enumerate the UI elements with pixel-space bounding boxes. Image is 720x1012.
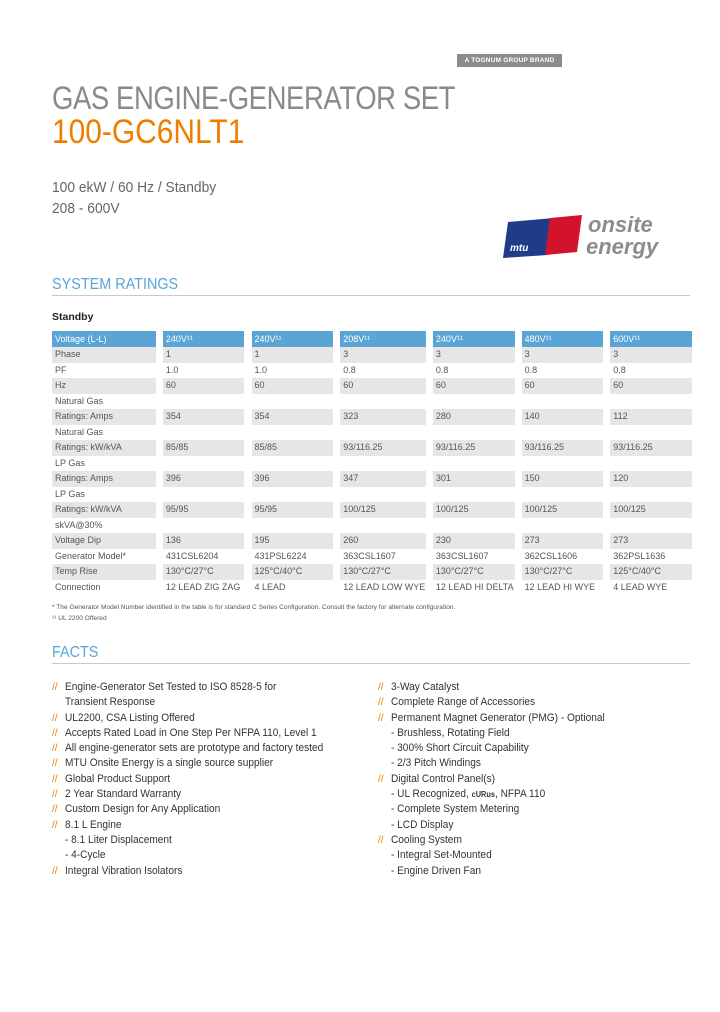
- bullet-mark: //: [52, 773, 58, 785]
- fact-text-main: Transient Response: [65, 696, 156, 709]
- table-cell: 12 LEAD HI WYE: [524, 581, 596, 592]
- table-cell: 273: [522, 533, 604, 549]
- fact-item: [378, 680, 698, 695]
- table-row: [52, 347, 692, 363]
- table-cell: 260: [340, 533, 426, 549]
- table-cell: [433, 425, 515, 441]
- table-cell: 93/116.25: [433, 440, 515, 456]
- fact-text: [65, 787, 181, 802]
- bullet-mark: //: [52, 727, 58, 739]
- fact-text-suffix: , NFPA 110: [494, 788, 546, 801]
- model-number: 100-GC6NLT1: [52, 113, 245, 151]
- row-label: Generator Model*: [55, 550, 127, 561]
- table-cell: 12 LEAD ZIG ZAG: [165, 581, 241, 592]
- bullet-mark: //: [378, 834, 384, 846]
- fact-item: [52, 802, 372, 817]
- table-cell: [340, 425, 426, 441]
- section-title-facts: FACTS: [52, 644, 99, 661]
- table-header-row: [52, 331, 692, 347]
- ratings-table-body: [52, 347, 692, 595]
- fact-text-main: Accepts Rated Load in One Step Per NFPA 110, Level 1: [65, 726, 317, 739]
- table-cell: 0.8: [613, 364, 626, 375]
- fact-item: [52, 711, 372, 726]
- table-row: [52, 580, 692, 596]
- fact-item: [52, 848, 372, 863]
- table-cell: [340, 518, 426, 534]
- fact-item: [378, 741, 698, 756]
- fact-item: [378, 726, 698, 741]
- fact-text: [65, 772, 170, 787]
- table-cell: 150: [522, 471, 604, 487]
- fact-text-main: - 8.1 Liter Displacement: [65, 833, 172, 846]
- row-label: skVA@30%: [55, 519, 103, 530]
- table-row: [52, 471, 692, 487]
- bullet-mark: //: [378, 682, 384, 693]
- logo-word-energy: energy: [586, 234, 659, 259]
- table-row: [52, 456, 692, 472]
- table-cell: 60: [610, 378, 692, 394]
- fact-text: [65, 833, 172, 848]
- row-label: LP Gas: [55, 488, 85, 499]
- table-cell: 362CSL1606: [524, 550, 578, 561]
- table-cell: [252, 518, 334, 534]
- table-cell: 60: [433, 378, 515, 394]
- brand-tag: A TOGNUM GROUP BRAND: [457, 54, 562, 67]
- fact-item: [378, 756, 698, 771]
- fact-text: [65, 711, 195, 726]
- table-cell: 362PSL1636: [613, 550, 666, 561]
- fact-text: [391, 833, 462, 848]
- table-cell: 100/125: [522, 502, 604, 518]
- fact-item: [378, 711, 698, 726]
- table-cell: [252, 456, 334, 472]
- bullet-mark: //: [52, 743, 58, 755]
- table-row: [52, 394, 692, 410]
- column-header: Voltage (L-L): [52, 331, 156, 347]
- fact-text: [65, 741, 323, 756]
- column-header: 240V¹¹: [433, 331, 515, 347]
- table-cell: 363CSL1607: [435, 550, 489, 561]
- table-cell: 60: [340, 378, 426, 394]
- row-label: Phase: [52, 347, 156, 363]
- table-cell: 60: [163, 378, 245, 394]
- table-row: [52, 518, 692, 534]
- table-cell: [163, 518, 245, 534]
- table-cell: 3: [433, 347, 515, 363]
- table-cell: [252, 425, 334, 441]
- fact-item: [52, 864, 372, 879]
- fact-text-main: Engine-Generator Set Tested to ISO 8528-5 for: [65, 681, 277, 693]
- row-label: PF: [55, 364, 67, 375]
- fact-text-main: - Engine Driven Fan: [391, 864, 482, 877]
- table-cell: [522, 425, 604, 441]
- table-cell: [610, 394, 692, 410]
- table-cell: 4 LEAD WYE: [613, 581, 668, 592]
- table-cell: 12 LEAD LOW WYE: [343, 581, 426, 592]
- fact-item: [52, 695, 372, 710]
- column-header: 240V¹¹: [252, 331, 334, 347]
- table-cell: [610, 425, 692, 441]
- fact-text-main: Digital Control Panel(s): [391, 772, 496, 785]
- table-cell: 301: [433, 471, 515, 487]
- table-row: [52, 363, 692, 379]
- table-cell: [163, 456, 245, 472]
- fact-text: [391, 787, 545, 802]
- table-row: [52, 409, 692, 425]
- table-cell: 140: [522, 409, 604, 425]
- table-cell: [610, 518, 692, 534]
- table-cell: 136: [163, 533, 245, 549]
- bullet-mark: //: [52, 865, 58, 877]
- fact-text: [391, 695, 535, 710]
- fact-text-main: Complete Range of Accessories: [391, 696, 536, 709]
- divider: [52, 663, 690, 664]
- table-cell: 4 LEAD: [254, 581, 286, 592]
- table-cell: 60: [522, 378, 604, 394]
- fact-text-main: Cooling System: [391, 833, 462, 846]
- table-cell: [433, 394, 515, 410]
- table-cell: 93/116.25: [610, 440, 692, 456]
- table-cell: 112: [610, 409, 692, 425]
- fact-text: [65, 756, 273, 771]
- fact-text-main: 8.1 L Engine: [65, 818, 122, 831]
- fact-item: [378, 802, 698, 817]
- table-cell: 3: [610, 347, 692, 363]
- table-cell: 125°C/40°C: [610, 564, 692, 580]
- table-cell: 354: [163, 409, 245, 425]
- table-cell: [433, 487, 515, 503]
- table-cell: [610, 456, 692, 472]
- bullet-mark: //: [52, 789, 58, 801]
- bullet-mark: //: [378, 773, 384, 785]
- fact-item: [52, 787, 372, 802]
- table-cell: 130°C/27°C: [163, 564, 245, 580]
- fact-item: [378, 787, 698, 802]
- logo-red-block: [545, 215, 582, 255]
- table-cell: 1.0: [165, 364, 179, 375]
- table-row: [52, 425, 692, 441]
- fact-text: [391, 680, 459, 695]
- fact-text-main: - LCD Display: [391, 818, 454, 831]
- fact-text: [391, 756, 481, 771]
- table-cell: [163, 425, 245, 441]
- table-cell: 100/125: [433, 502, 515, 518]
- table-cell: [340, 394, 426, 410]
- table-cell: [433, 456, 515, 472]
- bullet-mark: //: [378, 712, 384, 724]
- table-cell: [340, 456, 426, 472]
- table-cell: [163, 487, 245, 503]
- column-header: 240V¹¹: [163, 331, 245, 347]
- bullet-mark: //: [52, 712, 58, 724]
- bullet-mark: //: [52, 804, 58, 816]
- fact-item: [52, 818, 372, 833]
- row-label: Temp Rise: [52, 564, 156, 580]
- table-cell: 230: [433, 533, 515, 549]
- fact-item: [52, 726, 372, 741]
- fact-text: [65, 726, 317, 741]
- fact-text-main: Global Product Support: [65, 772, 171, 785]
- row-label: Hz: [52, 378, 156, 394]
- table-row: [52, 378, 692, 394]
- fact-text-main: 2 Year Standard Warranty: [65, 788, 182, 801]
- table-row: [52, 440, 692, 456]
- bullet-mark: //: [52, 682, 58, 693]
- table-cell: 347: [340, 471, 426, 487]
- logo-word-onsite: onsite: [588, 212, 653, 237]
- fact-text: [391, 741, 529, 756]
- fact-item: [52, 680, 372, 695]
- divider: [52, 295, 690, 296]
- fact-item: [52, 772, 372, 787]
- column-header: 208V¹¹: [340, 331, 426, 347]
- fact-text: [65, 802, 220, 817]
- table-cell: 93/116.25: [522, 440, 604, 456]
- table-row: [52, 502, 692, 518]
- table-cell: 85/85: [163, 440, 245, 456]
- row-label: Ratings: kW/kVA: [52, 440, 156, 456]
- fact-text-main: MTU Onsite Energy is a single source supplier: [65, 757, 274, 770]
- table-cell: 130°C/27°C: [340, 564, 426, 580]
- fact-text-main: Custom Design for Any Application: [65, 803, 221, 816]
- row-label: LP Gas: [55, 457, 85, 468]
- table-cell: 130°C/27°C: [433, 564, 515, 580]
- fact-text-main: - 300% Short Circuit Capability: [391, 742, 529, 755]
- fact-item: [378, 772, 698, 787]
- table-cell: [252, 394, 334, 410]
- fact-item: [378, 818, 698, 833]
- table-cell: 12 LEAD HI DELTA: [435, 581, 514, 592]
- fact-item: [378, 864, 698, 879]
- facts-list-left: [52, 680, 372, 879]
- fact-text: [391, 802, 519, 817]
- mtu-onsite-energy-logo: [500, 208, 690, 260]
- table-row: [52, 564, 692, 580]
- table-cell: 1.0: [254, 364, 268, 375]
- table-cell: 280: [433, 409, 515, 425]
- fact-item: [378, 833, 698, 848]
- column-header: 600V¹¹: [610, 331, 692, 347]
- rating-summary: 100 ekW / 60 Hz / Standby: [52, 179, 217, 196]
- table-cell: 120: [610, 471, 692, 487]
- fact-text: [65, 864, 182, 879]
- table-cell: [522, 518, 604, 534]
- table-row: [52, 533, 692, 549]
- fact-text: [391, 772, 495, 787]
- fact-text: [65, 680, 276, 695]
- fact-text: [391, 726, 510, 741]
- fact-text-main: - UL Recognized,: [391, 788, 472, 801]
- table-cell: 1: [163, 347, 245, 363]
- table-cell: 396: [163, 471, 245, 487]
- bullet-mark: //: [52, 758, 58, 770]
- fact-text: [391, 848, 492, 863]
- table-cell: 60: [252, 378, 334, 394]
- table-cell: 85/85: [252, 440, 334, 456]
- fact-text-main: - Brushless, Rotating Field: [391, 726, 510, 739]
- ratings-subhead: Standby: [52, 311, 94, 323]
- table-row: [52, 487, 692, 503]
- table-cell: [522, 487, 604, 503]
- fact-text-main: Permanent Magnet Generator (PMG) - Optional: [391, 711, 605, 724]
- table-cell: [252, 487, 334, 503]
- row-label: Voltage Dip: [52, 533, 156, 549]
- footnote-ul: ¹¹ UL 2200 Offered: [52, 615, 107, 622]
- table-cell: 130°C/27°C: [522, 564, 604, 580]
- fact-item: [52, 756, 372, 771]
- page-title: GAS ENGINE-GENERATOR SET: [52, 80, 456, 116]
- table-cell: 95/95: [252, 502, 334, 518]
- table-cell: 0.8: [435, 364, 449, 375]
- table-cell: 93/116.25: [340, 440, 426, 456]
- fact-item: [378, 848, 698, 863]
- fact-text: [391, 864, 481, 879]
- fact-text: [391, 818, 453, 833]
- table-cell: [163, 394, 245, 410]
- fact-text-main: - Integral Set-Mounted: [391, 849, 492, 862]
- fact-text-main: - Complete System Metering: [391, 803, 520, 816]
- column-header: 480V¹¹: [522, 331, 604, 347]
- table-cell: 3: [340, 347, 426, 363]
- table-cell: [433, 518, 515, 534]
- table-cell: 363CSL1607: [343, 550, 396, 561]
- fact-text-main: Integral Vibration Isolators: [65, 864, 183, 877]
- row-label: Ratings: kW/kVA: [52, 502, 156, 518]
- row-label: Natural Gas: [55, 426, 104, 437]
- facts-list-right: [378, 680, 698, 879]
- bullet-mark: //: [378, 697, 384, 709]
- table-cell: 273: [610, 533, 692, 549]
- fact-text-main: UL2200, CSA Listing Offered: [65, 711, 195, 724]
- fact-text-main: 3-Way Catalyst: [391, 681, 460, 693]
- table-row: [52, 549, 692, 565]
- table-cell: 431CSL6204: [165, 550, 219, 561]
- table-cell: 125°C/40°C: [252, 564, 334, 580]
- fact-item: [378, 695, 698, 710]
- section-title-system-ratings: SYSTEM RATINGS: [52, 276, 179, 293]
- fact-text-main: All engine-generator sets are prototype and factory tested: [65, 742, 324, 755]
- bullet-mark: //: [52, 819, 58, 831]
- table-cell: [522, 456, 604, 472]
- table-cell: [522, 394, 604, 410]
- footnote-generator-model: * The Generator Model Number identified in the table is for standard C Series Configuration. Consult the factory for alternate configuration.: [52, 604, 456, 611]
- row-label: Ratings: Amps: [52, 471, 156, 487]
- ul-recognized-mark: cURus: [471, 790, 495, 800]
- table-cell: 100/125: [610, 502, 692, 518]
- voltage-range: 208 - 600V: [52, 200, 120, 217]
- fact-text-main: - 2/3 Pitch Windings: [391, 757, 482, 770]
- row-label: Natural Gas: [55, 395, 104, 406]
- fact-text: [65, 848, 105, 863]
- fact-text-main: - 4-Cycle: [65, 849, 106, 862]
- fact-text: [391, 711, 605, 726]
- table-cell: 195: [252, 533, 334, 549]
- ratings-table: [52, 331, 692, 595]
- table-cell: 396: [252, 471, 334, 487]
- table-cell: 431PSL6224: [254, 550, 307, 561]
- fact-item: [52, 741, 372, 756]
- table-cell: 323: [340, 409, 426, 425]
- table-cell: 0.8: [524, 364, 538, 375]
- table-cell: 3: [522, 347, 604, 363]
- row-label: Connection: [55, 581, 101, 592]
- fact-text: [65, 818, 121, 833]
- fact-item: [52, 833, 372, 848]
- table-cell: 95/95: [163, 502, 245, 518]
- row-label: Ratings: Amps: [52, 409, 156, 425]
- table-cell: [610, 487, 692, 503]
- table-cell: [340, 487, 426, 503]
- logo-mark-text: mtu: [510, 243, 529, 254]
- fact-text: [65, 695, 155, 710]
- table-cell: 0.8: [343, 364, 356, 375]
- table-cell: 100/125: [340, 502, 426, 518]
- table-cell: 354: [252, 409, 334, 425]
- table-cell: 1: [252, 347, 334, 363]
